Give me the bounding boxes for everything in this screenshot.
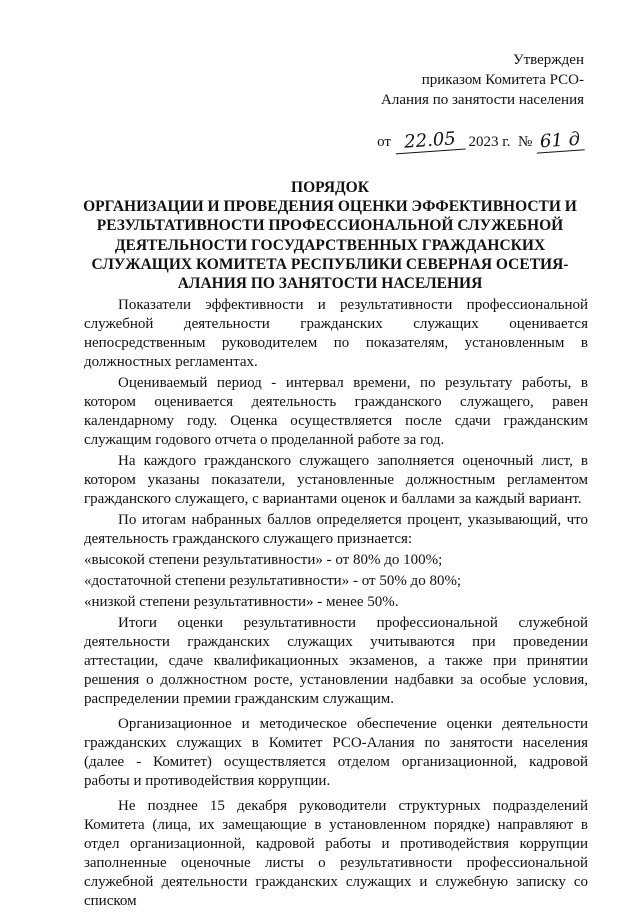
approval-stamp <box>381 50 584 110</box>
number-sign: № <box>517 134 533 150</box>
order-date-line <box>377 130 584 152</box>
paragraph-methodology: Организационное и методическое обеспечение оценки деятельности гражданских служащих в Комитет РСО-Алания по занятости населения (далее - Комитет) осуществляется отделом организационной, кадровой работы и противодействия коррупции. <box>84 716 588 789</box>
document-body <box>84 296 588 913</box>
title-line-5: СЛУЖАЩИХ КОМИТЕТА РЕСПУБЛИКИ СЕВЕРНАЯ ОСЕТИЯ- <box>91 255 569 273</box>
order-year: 2023 г. <box>468 134 511 150</box>
document-title <box>70 178 590 293</box>
approval-line-2: приказом Комитета РСО- <box>421 72 584 88</box>
order-date-prefix: от <box>377 134 391 150</box>
paragraph-period: Оцениваемый период - интервал времени, по результату работы, в котором оценивается деятельность гражданского служащего, равен календарному году. Оценка осуществляется после сдачи гражданским служащим годового отчета о проделанной работе за год. <box>84 375 588 448</box>
paragraph-results-usage: Итоги оценки результативности профессиональной служебной деятельности гражданских служащих учитываются при проведении аттестации, сдаче квалификационных экзаменов, а также при принятии решения о должностном росте, установлении надбавки за особые условия, распределении премии гражданским служащим. <box>84 615 588 707</box>
title-line-3: РЕЗУЛЬТАТИВНОСТИ ПРОФЕССИОНАЛЬНОЙ СЛУЖЕБНОЙ <box>96 217 564 235</box>
approval-line-1: Утвержден <box>512 52 584 68</box>
paragraph-indicators: Показатели эффективности и результативности профессиональной служебной деятельности гражданских служащих оценивается непосредственным руководителем по показателям, установленным в должностных регламентах. <box>84 297 588 370</box>
handwritten-date: 22.05 <box>394 128 465 155</box>
title-line-1: ПОРЯДОК <box>291 179 369 196</box>
paragraph-deadline: Не позднее 15 декабря руководители структурных подразделений Комитета (лица, их замещающие в установленном порядке) направляют в отдел организационной, кадровой работы и противодействия коррупции заполненные оценочные листы о результативности профессиональной служебной деятельности гражданских служащих и служебную записку со списком <box>84 798 588 909</box>
list-item-sufficient: «достаточной степени результативности» - от 50% до 80%; <box>84 573 462 589</box>
title-line-2: ОРГАНИЗАЦИИ И ПРОВЕДЕНИЯ ОЦЕНКИ ЭФФЕКТИВНОСТИ И <box>83 198 577 216</box>
paragraph-evaluation-sheet: На каждого гражданского служащего заполняется оценочный лист, в котором указаны показатели, установленные должностным регламентом гражданского служащего, с вариантами оценок и баллами за каждый вариант. <box>84 453 588 507</box>
title-line-4: ДЕЯТЕЛЬНОСТИ ГОСУДАРСТВЕННЫХ ГРАЖДАНСКИХ <box>114 236 546 254</box>
title-line-6: АЛАНИЯ ПО ЗАНЯТОСТИ НАСЕЛЕНИЯ <box>177 275 483 293</box>
handwritten-order-number: 61 д <box>535 128 584 153</box>
list-item-low: «низкой степени результативности» - менее 50%. <box>84 594 399 610</box>
list-item-high: «высокой степени результативности» - от 80% до 100%; <box>84 552 443 568</box>
approval-line-3: Алания по занятости населения <box>381 92 584 108</box>
paragraph-score-results: По итогам набранных баллов определяется процент, указывающий, что деятельность гражданского служащего признается: <box>84 512 588 547</box>
